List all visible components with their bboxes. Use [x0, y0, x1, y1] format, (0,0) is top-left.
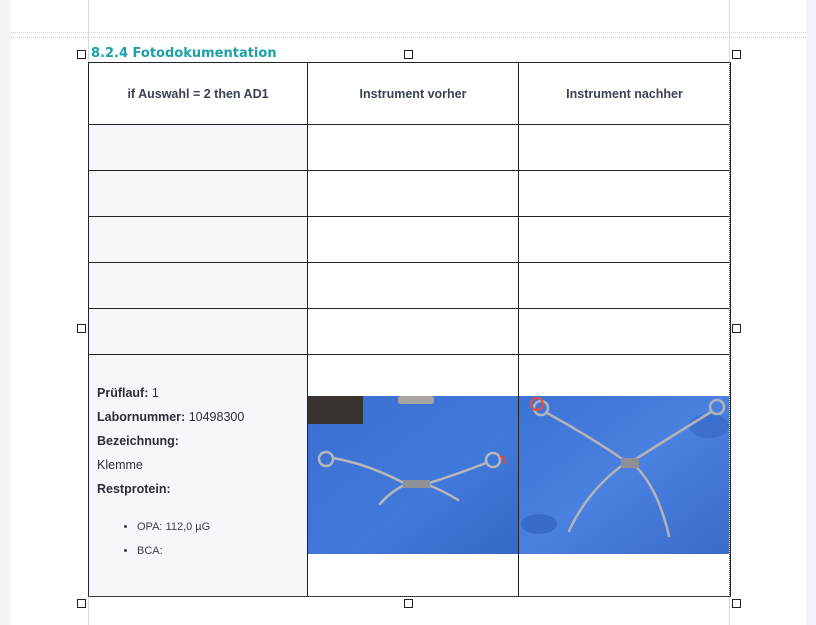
restprotein-item-opa: • OPA: 112,0 µG	[137, 515, 299, 539]
resize-handle-top-left[interactable]	[77, 50, 86, 59]
instrument-after-photo[interactable]	[519, 396, 729, 554]
restprotein-list	[97, 515, 299, 563]
resize-handle-bottom-right[interactable]	[732, 599, 741, 608]
section-heading: 8.2.4 Fotodokumentation	[91, 46, 277, 61]
table-cell[interactable]	[89, 125, 308, 171]
labornummer-line	[97, 405, 299, 429]
resize-handle-bottom-left[interactable]	[77, 599, 86, 608]
table-cell[interactable]	[519, 309, 731, 355]
table-cell[interactable]	[308, 171, 519, 217]
header-cell-after[interactable]: Instrument nachher	[519, 63, 731, 125]
table-cell[interactable]	[89, 217, 308, 263]
table-cell[interactable]	[89, 309, 308, 355]
resize-handle-middle-left[interactable]	[77, 324, 86, 333]
resize-handle-top-center[interactable]	[404, 50, 413, 59]
labornummer-value: 10498300	[188, 410, 245, 424]
photo-cell-before[interactable]	[308, 355, 519, 597]
restprotein-item-bca: • BCA:	[137, 539, 299, 563]
table-cell[interactable]	[308, 309, 519, 355]
test-info	[89, 355, 307, 563]
table-cell[interactable]	[519, 171, 731, 217]
table-row	[89, 263, 731, 309]
table-row	[89, 171, 731, 217]
header-cell-before[interactable]: Instrument vorher	[308, 63, 519, 125]
info-cell[interactable]	[89, 355, 308, 597]
table-cell[interactable]	[308, 217, 519, 263]
restprotein-line	[97, 477, 299, 501]
table-cell[interactable]	[89, 171, 308, 217]
table-row	[89, 125, 731, 171]
labornummer-label: Labornummer:	[97, 410, 186, 424]
photo-cell-after[interactable]	[519, 355, 731, 597]
table-cell[interactable]	[308, 125, 519, 171]
pruflauf-value: 1	[151, 386, 159, 400]
bezeichnung-value: Klemme	[97, 458, 143, 472]
table-header-row	[89, 63, 731, 125]
pruflauf-line	[97, 381, 299, 405]
table-row	[89, 309, 731, 355]
bezeichnung-line	[97, 429, 299, 453]
table-row	[89, 217, 731, 263]
info-row	[89, 355, 731, 597]
resize-handle-bottom-center[interactable]	[404, 599, 413, 608]
table-cell[interactable]	[89, 263, 308, 309]
photo-documentation-table[interactable]	[88, 62, 731, 597]
page-margin-top	[11, 32, 806, 38]
header-cell-condition[interactable]: if Auswahl = 2 then AD1	[89, 63, 308, 125]
instrument-before-photo[interactable]	[308, 396, 518, 554]
resize-handle-top-right[interactable]	[732, 50, 741, 59]
restprotein-label: Restprotein:	[97, 482, 171, 496]
resize-handle-middle-right[interactable]	[732, 324, 741, 333]
table-cell[interactable]	[519, 263, 731, 309]
pruflauf-label: Prüflauf:	[97, 386, 149, 400]
table-cell[interactable]	[308, 263, 519, 309]
bezeichnung-label: Bezeichnung:	[97, 434, 179, 448]
table-cell[interactable]	[519, 217, 731, 263]
table-cell[interactable]	[519, 125, 731, 171]
